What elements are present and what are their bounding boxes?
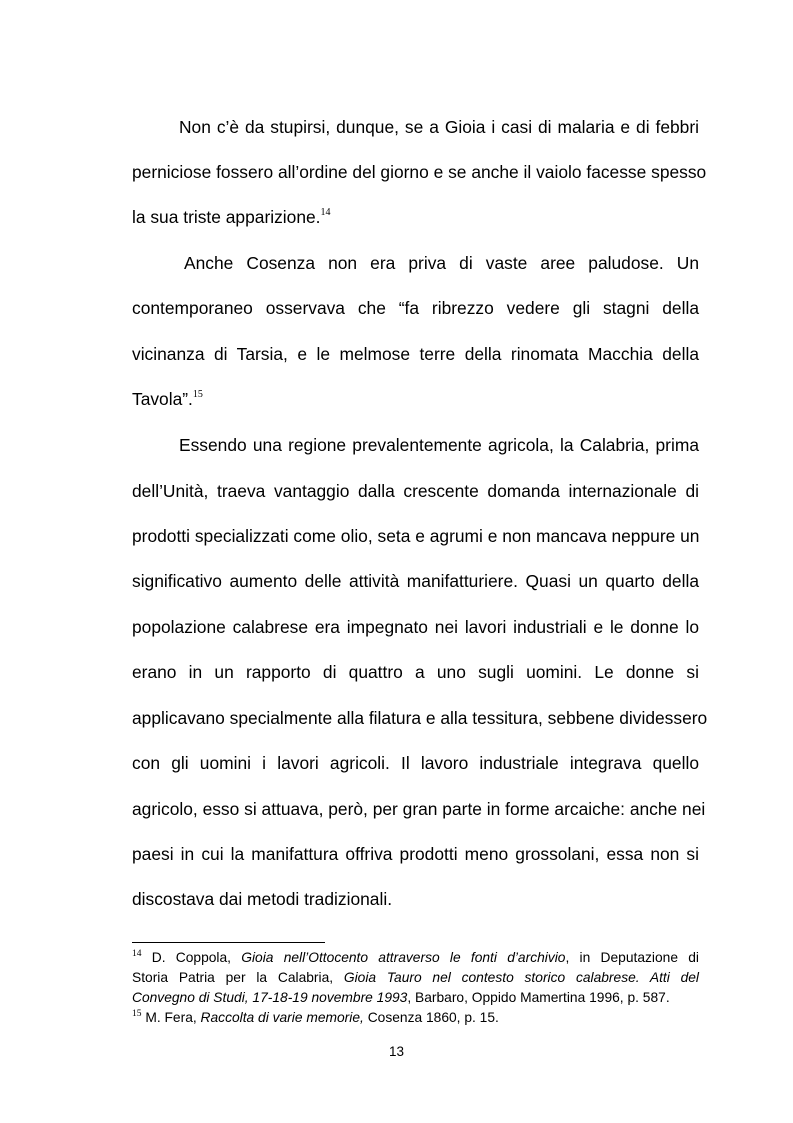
footnote-14-line: Storia Patria per la Calabria, Gioia Tauro nel contesto storico calabrese. Atti del xyxy=(132,970,699,985)
footnote-14-line: $^{14}$ D. Coppola, Gioia nell’Ottocento attraverso le fonti d’archivio, in Deputazione di xyxy=(132,949,699,965)
footnote-title: Gioia Tauro nel contesto storico calabrese. Atti del xyxy=(343,970,699,985)
footnote-14-line: Convegno di Studi, 17-18-19 novembre 1993, Barbaro, Oppido Mamertina 1996, p. 587. xyxy=(132,990,670,1005)
body-text-line: Anche Cosenza non era priva di vaste aree paludose. Un xyxy=(184,253,699,273)
page-number: 13 xyxy=(388,1044,405,1059)
footnote-separator xyxy=(132,942,325,943)
body-text: Tavola”. xyxy=(132,389,193,409)
body-text-line: perniciose fossero all’ordine del giorno e se anche il vaiolo facesse spesso xyxy=(132,162,707,182)
body-text-line: Essendo una regione prevalentemente agricola, la Calabria, prima xyxy=(179,435,699,455)
footnote-ref: 14 xyxy=(320,207,331,218)
footnote-marker: 15 xyxy=(132,1009,142,1019)
body-text-line: agricolo, esso si attuava, però, per gran parte in forme arcaiche: anche nei xyxy=(132,799,706,819)
body-text-line: discostava dai metodi tradizionali. xyxy=(132,889,393,909)
body-text-line: contemporaneo osservava che “fa ribrezzo vedere gli stagni della xyxy=(132,298,699,318)
body-text-line: Non c’è da stupirsi, dunque, se a Gioia i casi di malaria e di febbri xyxy=(179,117,699,137)
body-text-line: dell’Unità, traeva vantaggio dalla crescente domanda internazionale di xyxy=(132,481,699,501)
body-text-line xyxy=(132,388,699,414)
footnote-15-line: $^{15}$ M. Fera, Raccolta di varie memorie, Cosenza 1860, p. 15. xyxy=(132,1009,499,1025)
footnote-title: Raccolta di varie memorie, xyxy=(200,1010,364,1025)
body-text-line xyxy=(132,206,699,232)
body-text-line: applicavano specialmente alla filatura e alla tessitura, sebbene dividessero xyxy=(132,708,708,728)
body-text-line: popolazione calabrese era impegnato nei lavori industriali e le donne lo xyxy=(132,617,699,637)
footnote-title: Convegno di Studi, 17-18-19 novembre 1993 xyxy=(132,990,408,1005)
body-text-line: significativo aumento delle attività manifatturiere. Quasi un quarto della xyxy=(132,571,699,591)
body-text-line: erano in un rapporto di quattro a uno sugli uomini. Le donne si xyxy=(132,662,699,682)
footnote-title: Gioia nell’Ottocento attraverso le fonti d’archivio xyxy=(241,950,566,965)
footnote-marker: 14 xyxy=(132,949,142,959)
body-text-line: paesi in cui la manifattura offriva prodotti meno grossolani, essa non si xyxy=(132,844,699,864)
body-text-line: con gli uomini i lavori agricoli. Il lavoro industriale integrava quello xyxy=(132,753,699,773)
footnote-ref: 15 xyxy=(192,389,203,400)
body-text-line: vicinanza di Tarsia, e le melmose terre della rinomata Macchia della xyxy=(132,344,699,364)
body-text: la sua triste apparizione. xyxy=(132,207,321,227)
body-text-line: prodotti specializzati come olio, seta e agrumi e non mancava neppure un xyxy=(132,526,700,546)
